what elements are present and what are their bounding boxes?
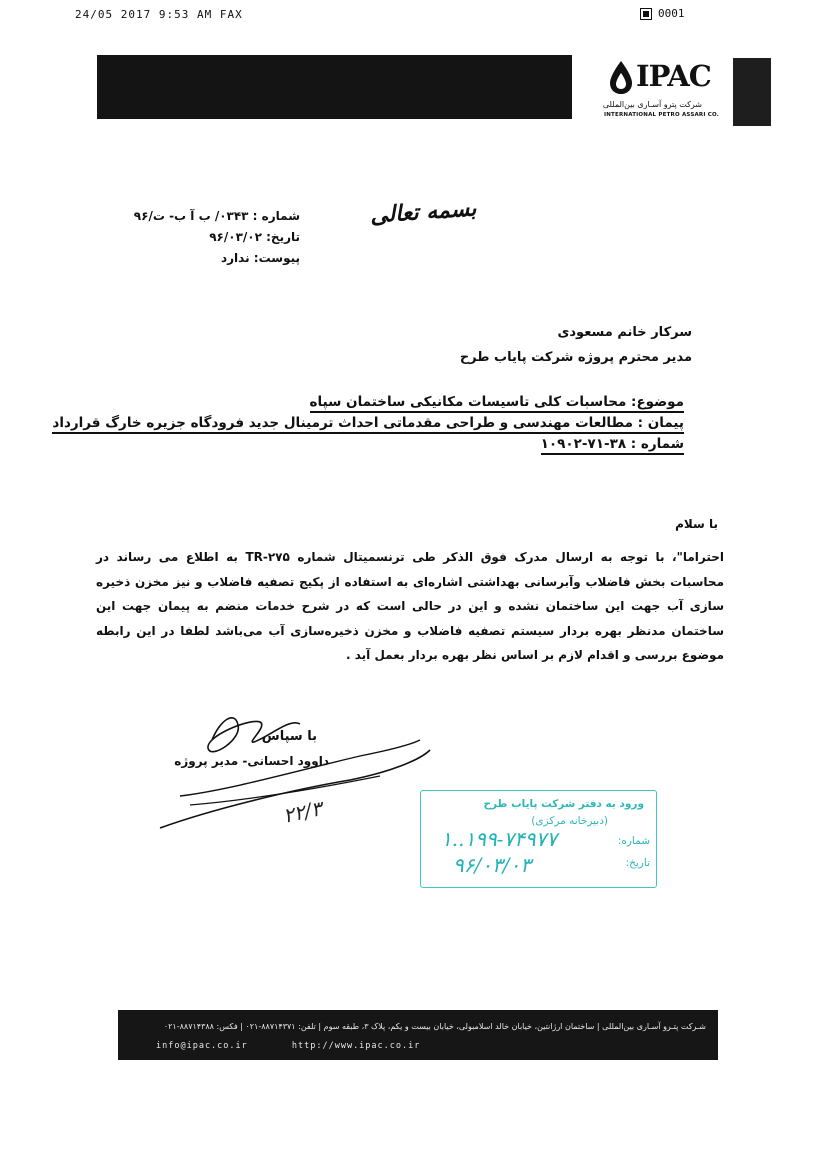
header-dark-band-right	[733, 58, 771, 126]
footer-band	[118, 1010, 718, 1060]
fax-page-indicator	[640, 7, 685, 20]
stamp-title: ورود به دفتر شرکت پایاب طرح	[483, 798, 644, 810]
fax-page-number: 0001	[658, 7, 685, 20]
greeting: با سلام	[675, 517, 718, 531]
recipient-title: مدیر محترم پروژه شرکت پایاب طرح	[459, 350, 692, 365]
fax-box-icon	[640, 8, 652, 20]
logo-company-name-en: INTERNATIONAL PETRO ASSARI CO.	[604, 112, 720, 118]
letter-number: شماره : ۰۳۴۳/ ب آ ب- ت/۹۶	[133, 209, 300, 223]
fax-header: 24/05 2017 9:53 AM FAX	[75, 8, 243, 21]
stamp-date-label: تاریخ:	[625, 857, 650, 869]
received-stamp	[420, 790, 657, 888]
letter-attachment: پیوست: ندارد	[220, 251, 300, 265]
logo-company-name-fa: شرکت پترو آسـاری بین‌المللی	[602, 100, 702, 109]
drop-icon	[606, 59, 636, 95]
letter-body: احتراما"، با توجه به ارسال مدرک فوق الذکر طی ترنسمیتال شماره TR-۲۷۵ به اطلاع می رساند در محاسبات بخش فاضلاب وآبرسانی بهداشتی اشاره‌ای به استفاده از پکیج تصفیه فاضلاب و نیز مخزن ذخیره سازی آب جهت این ساختمان نشده و این در حالی است که در شرح خدمات منضم به پیمان جهت این ساختمان مدنظر بهره بردار سیستم تصفیه فاضلاب و مخزن ذخیره‌سازی آب می‌باشد لطفا در این رابطه موضوع بررسی و اقدام لازم بر اساس نظر بهره بردار بعمل آید .	[96, 550, 724, 662]
subject-line: موضوع: محاسبات کلی تاسیسات مکانیکی ساختمان سپاه	[310, 394, 684, 413]
logo-text: IPAC	[636, 59, 711, 93]
letter-date: تاریخ: ۹۶/۰۳/۰۲	[209, 230, 300, 244]
signer-name: داوود احسانی- مدیر پروژه	[174, 754, 329, 768]
handwritten-number: ۲۲/۳	[280, 796, 325, 828]
letter-meta	[134, 206, 300, 269]
contract-number: شماره : ۳۸-۷۱-۱۰۹۰۲	[541, 436, 684, 455]
stamp-number-value: ۱..۱۹۹-۷۴۹۷۷	[441, 827, 558, 851]
recipient-name: سرکار خانم مسعودی	[557, 325, 692, 340]
stamp-subtitle: (دبیرخانه مرکزی)	[531, 815, 608, 827]
company-logo	[600, 54, 720, 124]
closing-text: با سپاس	[261, 729, 317, 744]
recipient-block	[460, 320, 692, 370]
footer-address: شـرکت پتـرو آسـاری بین‌المللی | ساختمان ارژانتین، خیابان خالد اسلامبولی، خیابان بیست و یکم، پلاک ۳، طبقه سوم | تلفن: ۸۸۷۱۴۳۷۱-۰۲۱ | فکس: ۸۸۷۱۴۳۸۸-۰۲۱	[163, 1022, 706, 1031]
stamp-number-label: شماره:	[617, 835, 650, 847]
stamp-date-value: ۹۶/۰۳/۰۳	[453, 853, 531, 877]
bismillah-heading: بسمه تعالی	[369, 195, 478, 229]
contract-line: پیمان : مطالعات مهندسی و طراحی مقدماتی احداث ترمینال جدید فرودگاه جزیره خارگ قرارداد	[52, 415, 684, 434]
footer-email: info@ipac.co.ir	[156, 1041, 248, 1051]
footer-website: http://www.ipac.co.ir	[291, 1041, 421, 1051]
footer-contact	[156, 1041, 420, 1051]
subject-block	[52, 392, 684, 455]
header-dark-band	[97, 55, 572, 119]
